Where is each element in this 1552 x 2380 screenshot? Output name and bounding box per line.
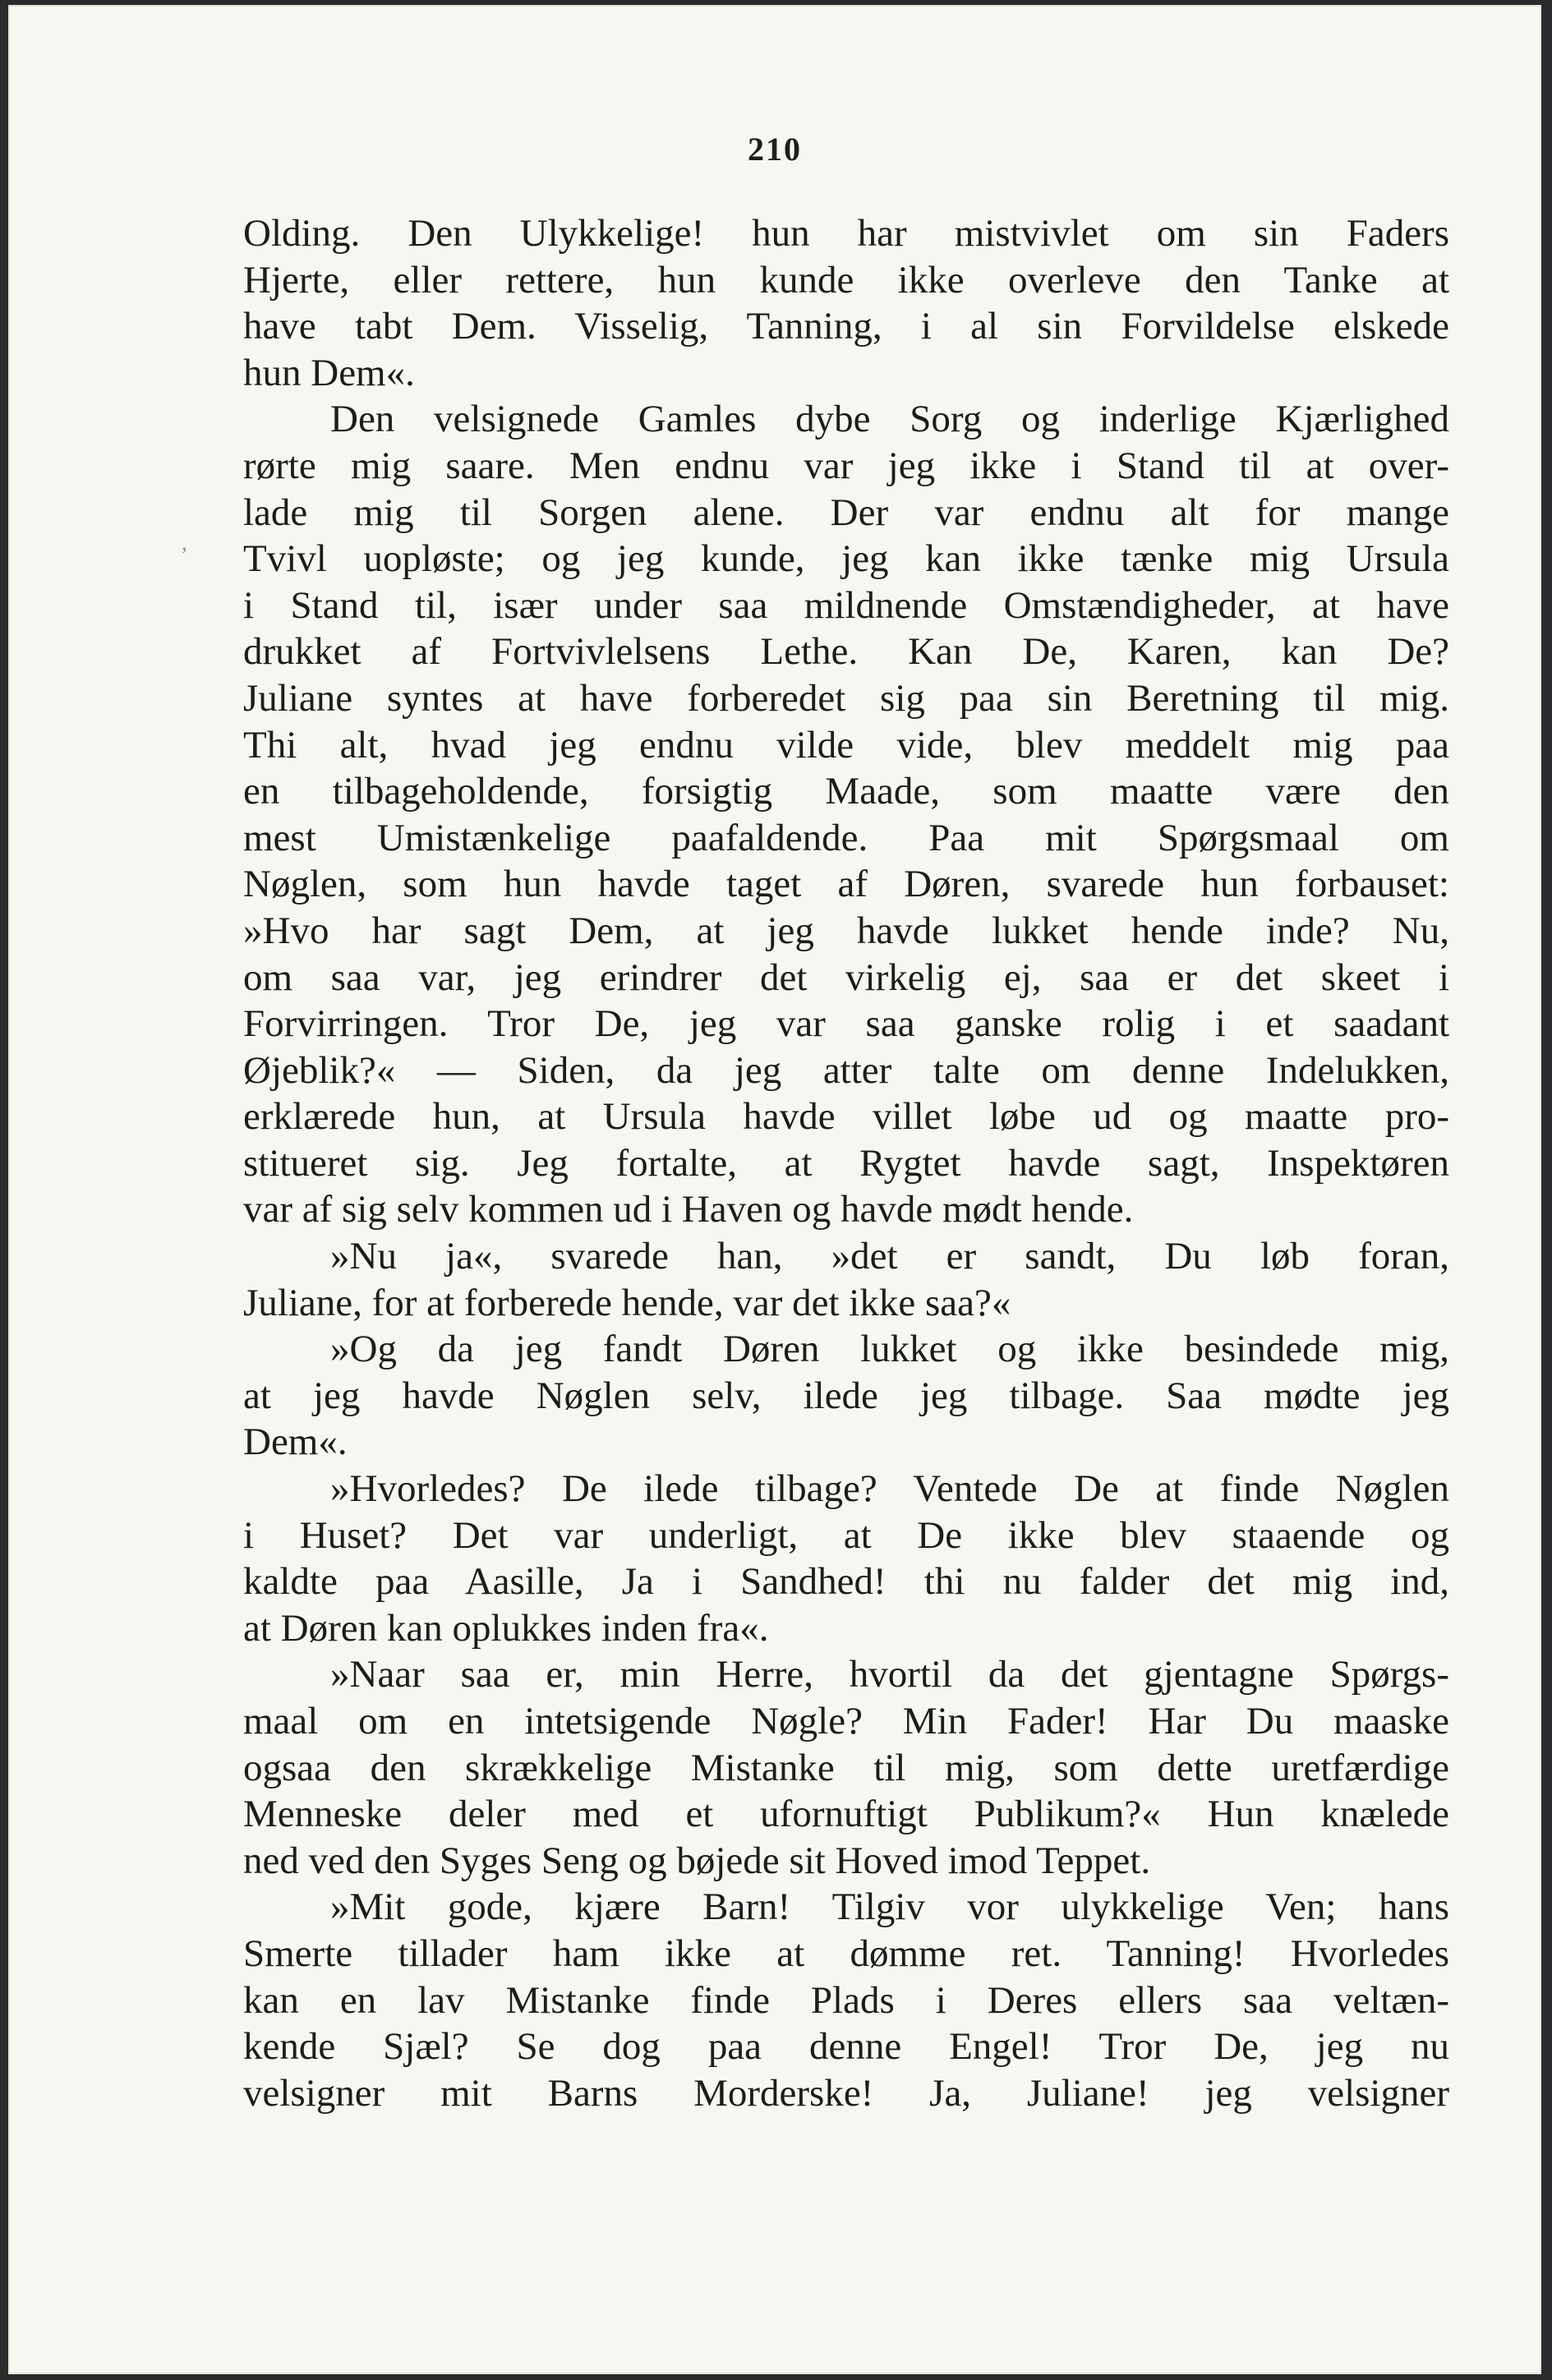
text-line: Juliane syntes at have forberedet sig paa sin Beretning til mig.	[243, 676, 1449, 720]
text-line: at Døren kan oplukkes inden fra«.	[243, 1606, 769, 1650]
text-line: Olding. Den Ulykkelige! hun har mistvivlet om sin Faders	[243, 212, 1449, 255]
text-line: Forvirringen. Tror De, jeg var saa ganske rolig i et saadant	[243, 1002, 1449, 1046]
text-line: i Huset? Det var underligt, at De ikke blev staaende og	[243, 1513, 1449, 1557]
text-line: ogsaa den skrækkelige Mistanke til mig, som dette uretfærdige	[243, 1746, 1449, 1789]
text-line: Den velsignede Gamles dybe Sorg og inderlige Kjærlighed	[330, 398, 1449, 441]
text-line: ned ved den Syges Seng og bøjede sit Hoved imod Teppet.	[243, 1839, 1151, 1882]
text-line: kende Sjæl? Se dog paa denne Engel! Tror De, jeg nu	[243, 2025, 1449, 2069]
text-line: kaldte paa Aasille, Ja i Sandhed! thi nu falder det mig ind,	[243, 1560, 1449, 1604]
text-line: om saa var, jeg erindrer det virkelig ej, saa er det skeet i	[243, 955, 1449, 999]
text-line: stitueret sig. Jeg fortalte, at Rygtet havde sagt, Inspektøren	[243, 1141, 1449, 1185]
text-line: Thi alt, hvad jeg endnu vilde vide, blev meddelt mig paa	[243, 723, 1449, 766]
text-line: »Hvorledes? De ilede tilbage? Ventede De at finde Nøglen	[330, 1467, 1449, 1511]
book-page	[8, 5, 1541, 2374]
text-line: at jeg havde Nøglen selv, ilede jeg tilbage. Saa mødte jeg	[243, 1374, 1449, 1417]
text-line: »Mit gode, kjære Barn! Tilgiv vor ulykkelige Ven; hans	[330, 1885, 1449, 1929]
text-line: erklærede hun, at Ursula havde villet løbe ud og maatte pro-	[243, 1095, 1449, 1139]
text-line: »Nu ja«, svarede han, »det er sandt, Du løb foran,	[330, 1235, 1449, 1278]
text-line: Tvivl uopløste; og jeg kunde, jeg kan ikke tænke mig Ursula	[243, 537, 1449, 581]
text-line: »Naar saa er, min Herre, hvortil da det gjentagne Spørgs-	[330, 1653, 1449, 1696]
text-line: have tabt Dem. Visselig, Tanning, i al sin Forvildelse elskede	[243, 305, 1449, 348]
page-number: 210	[748, 131, 802, 168]
text-line: i Stand til, især under saa mildnende Omstændigheder, at have	[243, 583, 1449, 627]
text-line: velsigner mit Barns Morderske! Ja, Juliane! jeg velsigner	[243, 2071, 1449, 2115]
text-line: Øjeblik?« — Siden, da jeg atter talte om denne Indelukken,	[243, 1048, 1449, 1092]
text-line: Smerte tillader ham ikke at dømme ret. Tanning! Hvorledes	[243, 1931, 1449, 1975]
margin-mark-dot: ʼ	[181, 543, 188, 567]
text-line: maal om en intetsigende Nøgle? Min Fader! Har Du maaske	[243, 1700, 1449, 1742]
text-line: rørte mig saare. Men endnu var jeg ikke i Stand til at over-	[243, 444, 1449, 487]
text-line: »Og da jeg fandt Døren lukket og ikke besindede mig,	[330, 1328, 1449, 1371]
text-line: Juliane, for at forberede hende, var det ikke saa?«	[243, 1281, 1011, 1324]
text-line: drukket af Fortvivlelsens Lethe. Kan De, Karen, kan De?	[243, 630, 1449, 674]
text-line: Menneske deler med et ufornuftigt Publikum?« Hun knælede	[243, 1793, 1449, 1836]
text-line: »Hvo har sagt Dem, at jeg havde lukket hende inde? Nu,	[243, 909, 1449, 952]
text-line: Nøglen, som hun havde taget af Døren, svarede hun forbauset:	[243, 863, 1449, 906]
text-line: Dem«.	[243, 1420, 348, 1464]
text-line: lade mig til Sorgen alene. Der var endnu alt for mange	[243, 490, 1449, 534]
body-text	[243, 210, 1449, 2116]
text-line: mest Umistænkelige paafaldende. Paa mit Spørgsmaal om	[243, 816, 1449, 859]
text-line: en tilbageholdende, forsigtig Maade, som maatte være den	[243, 770, 1449, 813]
text-line: Hjerte, eller rettere, hun kunde ikke overleve den Tanke at	[243, 258, 1449, 302]
text-line: hun Dem«.	[243, 351, 415, 394]
text-line: kan en lav Mistanke finde Plads i Deres ellers saa veltæn-	[243, 1978, 1449, 2022]
text-line: var af sig selv kommen ud i Haven og havde mødt hende.	[243, 1188, 1134, 1231]
